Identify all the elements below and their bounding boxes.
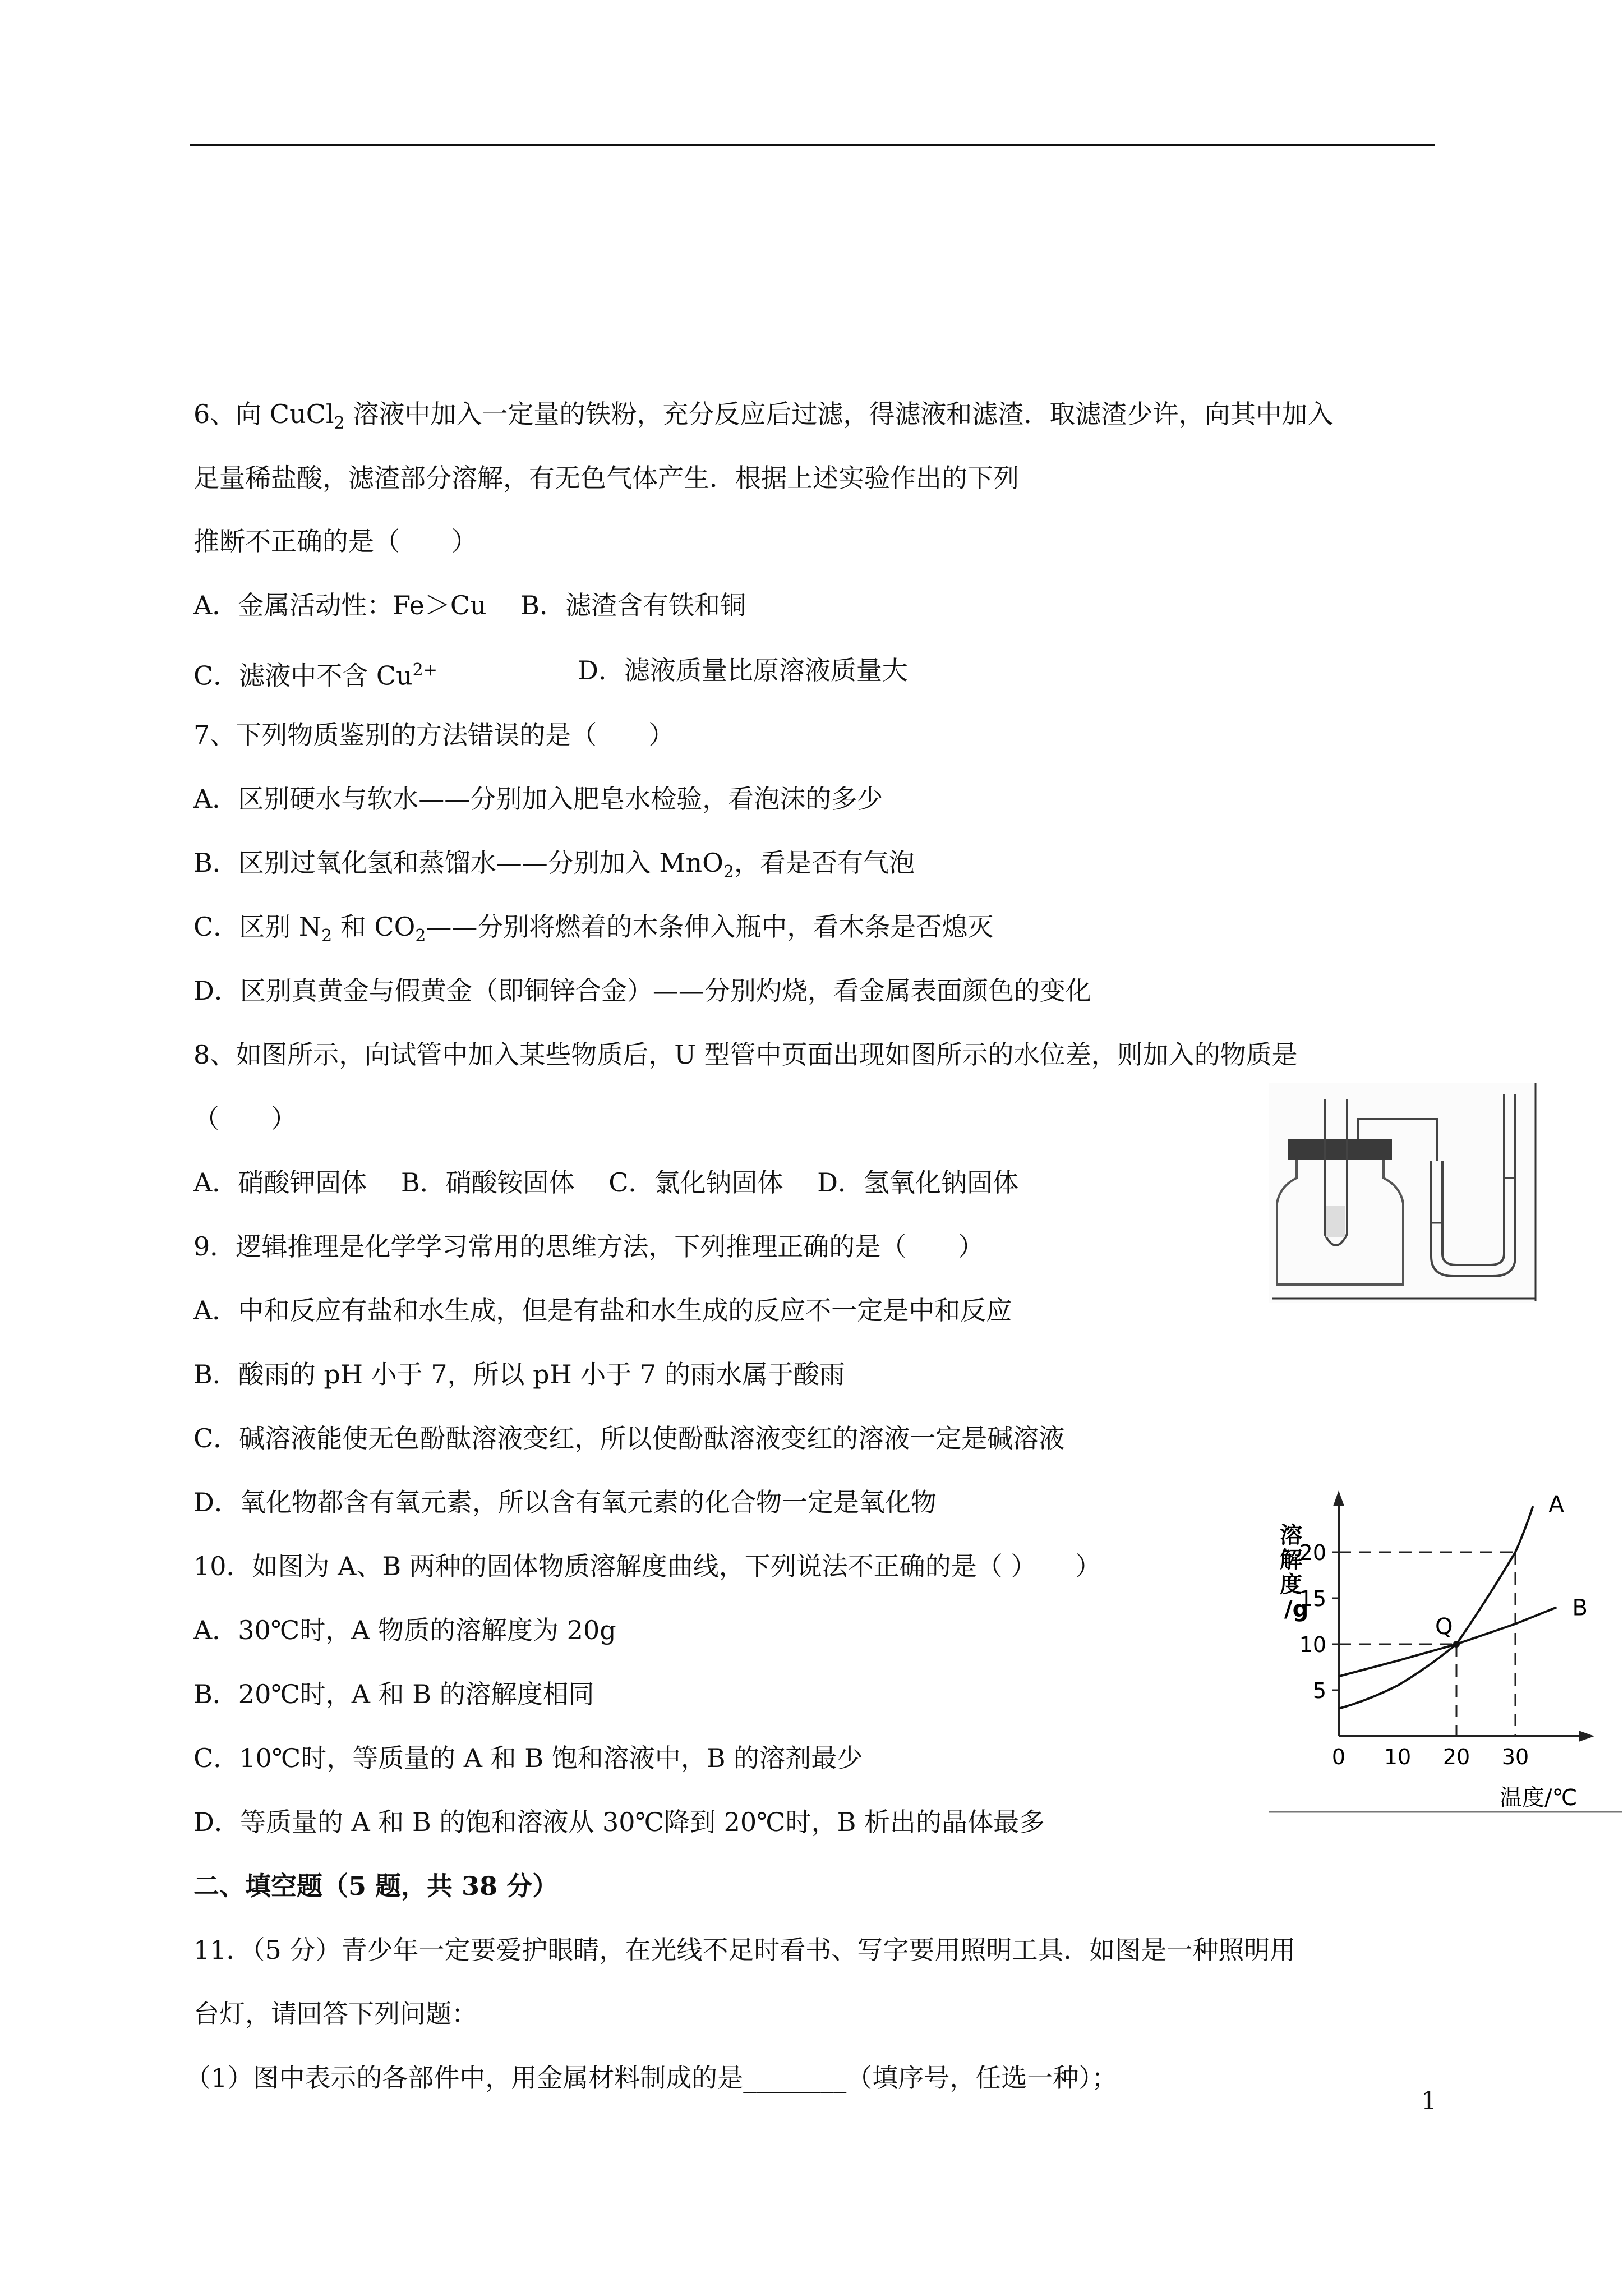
q6-options-ab: A．金属活动性：Fe＞Cu B．滤渣含有铁和铜 [193,590,746,620]
y-tick-label: 5 [1312,1678,1326,1703]
q10-option-d: D．等质量的 A 和 B 的饱和溶液从 30℃降到 20℃时，B 析出的晶体最多 [193,1807,1045,1837]
solubility-curve-chart [1269,1475,1623,1815]
q8-options: A．硝酸钾固体 B．硝酸铵固体 C．氯化钠固体 D．氢氧化钠固体 [193,1167,1018,1198]
q8-stem: 8、如图所示，向试管中加入某些物质后，U 型管中页面出现如图所示的水位差，则加入的物质是 [193,1039,1298,1070]
q10-option-a: A．30℃时，A 物质的溶解度为 20g [193,1615,616,1645]
q6-line1: 6、向 CuCl$_2$ 溶液中加入一定量的铁粉，充分反应后过滤，得滤液和滤渣．取滤渣少许，向其中加入 [193,399,1334,434]
x-axis-arrow [1579,1731,1594,1742]
page-number: 1 [1421,2087,1437,2115]
header-rule [190,144,1435,146]
q11-line2: 台灯，请回答下列问题： [193,1999,477,2029]
series-a-label: A [1548,1492,1564,1517]
q7-stem: 7、下列物质鉴别的方法错误的是（ ） [193,720,675,750]
q7-option-a: A．区别硬水与软水——分别加入肥皂水检验，看泡沫的多少 [193,784,883,814]
q8-paren: （ ） [193,1103,297,1134]
q10-option-c: C．10℃时，等质量的 A 和 B 饱和溶液中，B 的溶剂最少 [193,1743,863,1773]
series-a-curve [1339,1506,1533,1709]
u-tube-apparatus-figure [1269,1083,1537,1303]
q7-option-b: B．区别过氧化氢和蒸馏水——分别加入 MnO$_2$，看是否有气泡 [193,848,915,882]
q9-option-d: D．氧化物都含有氧元素，所以含有氧元素的化合物一定是氧化物 [193,1487,937,1517]
series-b-label: B [1572,1595,1588,1621]
x-tick-label: 0 [1331,1745,1346,1769]
x-tick-label: 20 [1442,1745,1470,1769]
q9-option-b: B．酸雨的 pH 小于 7，所以 pH 小于 7 的雨水属于酸雨 [193,1359,845,1389]
q7-option-c: C．区别 $N_2$ 和 $CO_2——$分别将燃着的木条伸入瓶中，看木条是否熄灭 [193,912,994,946]
y-axis-label: 溶解度/g [1280,1522,1309,1622]
x-axis-label: 温度/℃ [1500,1785,1578,1811]
q9-stem: 9．逻辑推理是化学学习常用的思维方法，下列推理正确的是（ ） [193,1231,984,1262]
q11-sub1: （1）图中表示的各部件中，用金属材料制成的是________（填序号，任选一种）； [185,2063,1118,2093]
x-tick-label: 10 [1384,1745,1412,1769]
q9-option-c: C．碱溶液能使无色酚酞溶液变红，所以使酚酞溶液变红的溶液一定是碱溶液 [193,1423,1065,1453]
section-2-heading: 二、填空题（5 题，共 38 分） [193,1871,559,1901]
q11-line1: 11．（5 分）青少年一定要爱护眼睛，在光线不足时看书、写字要用照明工具．如图是一种照明用 [193,1935,1296,1965]
intersection-point-label: Q [1435,1614,1453,1640]
q6-line2: 足量稀盐酸，滤渣部分溶解，有无色气体产生．根据上述实验作出的下列 [193,463,1019,493]
y-axis-arrow [1333,1490,1344,1506]
q9-option-a: A．中和反应有盐和水生成，但是有盐和水生成的反应不一定是中和反应 [193,1295,1012,1326]
q6-option-d: D．滤液质量比原溶液质量大 [578,655,908,685]
q6-option-c: C．滤液中不含 $Cu^{2+}$ [193,660,437,691]
y-tick-label: 20 [1299,1540,1326,1565]
q6-line3: 推断不正确的是（ ） [193,526,477,556]
y-tick-label: 10 [1299,1632,1326,1657]
q10-stem: 10．如图为 A、B 两种的固体物质溶解度曲线，下列说法不正确的是（ ） ） [193,1551,1101,1581]
intersection-point-q [1453,1641,1460,1648]
x-tick-label: 30 [1501,1745,1529,1769]
q7-option-d: D．区别真黄金与假黄金（即铜锌合金）——分别灼烧，看金属表面颜色的变化 [193,976,1091,1006]
y-tick-label: 15 [1299,1586,1326,1611]
q10-option-b: B．20℃时，A 和 B 的溶解度相同 [193,1679,594,1709]
